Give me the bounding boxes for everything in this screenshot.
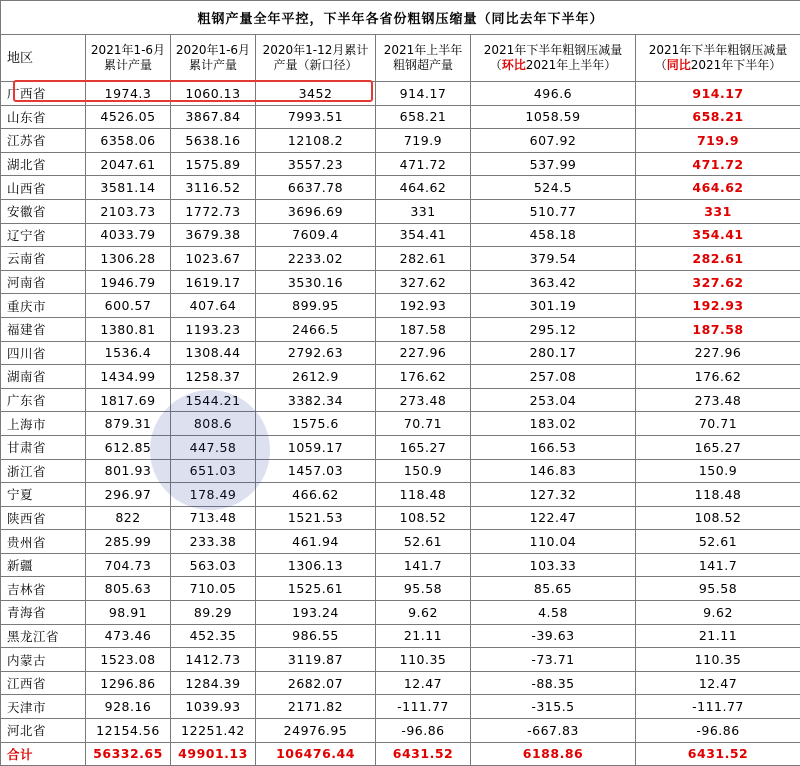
- h1-2021-cell: 1380.81: [86, 317, 171, 341]
- yoy-reduction-cell: 118.48: [636, 483, 800, 507]
- region-cell: 江苏省: [1, 129, 86, 153]
- yoy-reduction-cell: 95.58: [636, 577, 800, 601]
- h1-2020-cell: 452.35: [171, 624, 256, 648]
- table-row: [1, 129, 800, 153]
- h1-2021-cell: 612.85: [86, 435, 171, 459]
- table-row: [1, 317, 800, 341]
- year-2020-cell: 1457.03: [256, 459, 376, 483]
- year-2020-cell: 2792.63: [256, 341, 376, 365]
- region-cell: 贵州省: [1, 530, 86, 554]
- yoy-reduction-cell: 110.35: [636, 648, 800, 672]
- table-row: [1, 553, 800, 577]
- h1-2021-cell: 1306.28: [86, 247, 171, 271]
- table-row: [1, 82, 800, 106]
- yoy-reduction-cell: 192.93: [636, 294, 800, 318]
- qoq-reduction-cell: 496.6: [471, 82, 636, 106]
- header-row: [1, 35, 800, 82]
- year-2020-cell: 3452: [256, 82, 376, 106]
- qoq-reduction-cell: 524.5: [471, 176, 636, 200]
- yoy-reduction-cell: 354.41: [636, 223, 800, 247]
- table-row: [1, 105, 800, 129]
- overproduction-cell: 150.9: [376, 459, 471, 483]
- region-cell: 福建省: [1, 317, 86, 341]
- qoq-reduction-cell: -88.35: [471, 671, 636, 695]
- year-2020-cell: 1059.17: [256, 435, 376, 459]
- qoq-reduction-cell: -73.71: [471, 648, 636, 672]
- region-cell: 广西省: [1, 82, 86, 106]
- year-2020-cell: 1575.6: [256, 412, 376, 436]
- qoq-reduction-cell: -667.83: [471, 719, 636, 743]
- h1-2020-cell: 651.03: [171, 459, 256, 483]
- h1-2020-cell: 1258.37: [171, 365, 256, 389]
- total-yoy-reduction-cell: 6431.52: [636, 742, 800, 766]
- column-header-emphasis: 同比: [667, 58, 691, 72]
- table-row: [1, 577, 800, 601]
- h1-2021-cell: 4526.05: [86, 105, 171, 129]
- column-header-line1: 2021年上半年: [384, 43, 463, 57]
- table-row: [1, 671, 800, 695]
- year-2020-cell: 1306.13: [256, 553, 376, 577]
- table-row: [1, 530, 800, 554]
- h1-2020-cell: 1284.39: [171, 671, 256, 695]
- yoy-reduction-cell: -111.77: [636, 695, 800, 719]
- h1-2021-cell: 98.91: [86, 601, 171, 625]
- yoy-reduction-cell: 12.47: [636, 671, 800, 695]
- h1-2020-cell: 1412.73: [171, 648, 256, 672]
- region-cell: 安徽省: [1, 199, 86, 223]
- table-row: [1, 435, 800, 459]
- year-2020-cell: 2171.82: [256, 695, 376, 719]
- qoq-reduction-cell: -39.63: [471, 624, 636, 648]
- year-2020-cell: 7609.4: [256, 223, 376, 247]
- year-2020-cell: 2612.9: [256, 365, 376, 389]
- overproduction-cell: 282.61: [376, 247, 471, 271]
- h1-2021-cell: 704.73: [86, 553, 171, 577]
- h1-2021-cell: 1296.86: [86, 671, 171, 695]
- h1-2020-cell: 808.6: [171, 412, 256, 436]
- table-row: [1, 365, 800, 389]
- column-header-line2: 粗钢超产量: [393, 58, 453, 72]
- h1-2020-cell: 3116.52: [171, 176, 256, 200]
- overproduction-cell: 719.9: [376, 129, 471, 153]
- table-row: [1, 223, 800, 247]
- year-2020-cell: 3557.23: [256, 152, 376, 176]
- h1-2021-cell: 473.46: [86, 624, 171, 648]
- qoq-reduction-cell: 103.33: [471, 553, 636, 577]
- yoy-reduction-cell: 464.62: [636, 176, 800, 200]
- column-header-suffix: 2021年下半年）: [691, 58, 782, 72]
- yoy-reduction-cell: 150.9: [636, 459, 800, 483]
- year-2020-cell: 193.24: [256, 601, 376, 625]
- column-header: [471, 35, 636, 82]
- overproduction-cell: 658.21: [376, 105, 471, 129]
- yoy-reduction-cell: 9.62: [636, 601, 800, 625]
- overproduction-cell: 327.62: [376, 270, 471, 294]
- region-cell: 上海市: [1, 412, 86, 436]
- table-row: [1, 648, 800, 672]
- qoq-reduction-cell: 379.54: [471, 247, 636, 271]
- region-cell: 湖南省: [1, 365, 86, 389]
- region-cell: 天津市: [1, 695, 86, 719]
- region-cell: 湖北省: [1, 152, 86, 176]
- qoq-reduction-cell: 166.53: [471, 435, 636, 459]
- table-row: [1, 483, 800, 507]
- overproduction-cell: 110.35: [376, 648, 471, 672]
- year-2020-cell: 3382.34: [256, 388, 376, 412]
- table-row: [1, 624, 800, 648]
- year-2020-cell: 461.94: [256, 530, 376, 554]
- region-cell: 黑龙江省: [1, 624, 86, 648]
- region-cell: 广东省: [1, 388, 86, 412]
- h1-2021-cell: 1523.08: [86, 648, 171, 672]
- overproduction-cell: 52.61: [376, 530, 471, 554]
- yoy-reduction-cell: 70.71: [636, 412, 800, 436]
- table-row: [1, 270, 800, 294]
- year-2020-cell: 899.95: [256, 294, 376, 318]
- h1-2021-cell: 1974.3: [86, 82, 171, 106]
- year-2020-cell: 1525.61: [256, 577, 376, 601]
- h1-2021-cell: 1817.69: [86, 388, 171, 412]
- overproduction-cell: 176.62: [376, 365, 471, 389]
- qoq-reduction-cell: 122.47: [471, 506, 636, 530]
- region-cell: 吉林省: [1, 577, 86, 601]
- region-cell: 青海省: [1, 601, 86, 625]
- qoq-reduction-cell: 110.04: [471, 530, 636, 554]
- year-2020-cell: 6637.78: [256, 176, 376, 200]
- column-header-line1: 2020年1-6月: [176, 43, 250, 57]
- yoy-reduction-cell: 331: [636, 199, 800, 223]
- qoq-reduction-cell: 295.12: [471, 317, 636, 341]
- region-cell: 河南省: [1, 270, 86, 294]
- qoq-reduction-cell: 537.99: [471, 152, 636, 176]
- h1-2020-cell: 1039.93: [171, 695, 256, 719]
- year-2020-cell: 3530.16: [256, 270, 376, 294]
- h1-2021-cell: 928.16: [86, 695, 171, 719]
- qoq-reduction-cell: 301.19: [471, 294, 636, 318]
- overproduction-cell: 118.48: [376, 483, 471, 507]
- column-header-line2: 产量（新口径）: [273, 58, 357, 72]
- h1-2021-cell: 879.31: [86, 412, 171, 436]
- region-cell: 重庆市: [1, 294, 86, 318]
- column-header: [256, 35, 376, 82]
- table-row: [1, 341, 800, 365]
- column-header: [171, 35, 256, 82]
- column-header-line2: 累计产量: [189, 58, 237, 72]
- overproduction-cell: 165.27: [376, 435, 471, 459]
- region-cell: 宁夏: [1, 483, 86, 507]
- h1-2020-cell: 407.64: [171, 294, 256, 318]
- overproduction-cell: 9.62: [376, 601, 471, 625]
- h1-2021-cell: 805.63: [86, 577, 171, 601]
- region-cell: 云南省: [1, 247, 86, 271]
- overproduction-cell: -111.77: [376, 695, 471, 719]
- h1-2020-cell: 12251.42: [171, 719, 256, 743]
- table-row: [1, 695, 800, 719]
- year-2020-cell: 466.62: [256, 483, 376, 507]
- qoq-reduction-cell: 183.02: [471, 412, 636, 436]
- yoy-reduction-cell: 227.96: [636, 341, 800, 365]
- year-2020-cell: 12108.2: [256, 129, 376, 153]
- qoq-reduction-cell: 146.83: [471, 459, 636, 483]
- overproduction-cell: 70.71: [376, 412, 471, 436]
- h1-2020-cell: 1308.44: [171, 341, 256, 365]
- h1-2020-cell: 1575.89: [171, 152, 256, 176]
- h1-2021-cell: 1536.4: [86, 341, 171, 365]
- table-row: [1, 199, 800, 223]
- overproduction-cell: 21.11: [376, 624, 471, 648]
- region-cell: 山西省: [1, 176, 86, 200]
- table-row: [1, 152, 800, 176]
- year-2020-cell: 7993.51: [256, 105, 376, 129]
- qoq-reduction-cell: 363.42: [471, 270, 636, 294]
- total-h1-2021-cell: 56332.65: [86, 742, 171, 766]
- h1-2021-cell: 1434.99: [86, 365, 171, 389]
- overproduction-cell: 141.7: [376, 553, 471, 577]
- h1-2020-cell: 1193.23: [171, 317, 256, 341]
- table-row: [1, 247, 800, 271]
- h1-2020-cell: 563.03: [171, 553, 256, 577]
- qoq-reduction-cell: 1058.59: [471, 105, 636, 129]
- yoy-reduction-cell: 165.27: [636, 435, 800, 459]
- h1-2020-cell: 3679.38: [171, 223, 256, 247]
- column-header-line1: 2021年下半年粗钢压减量: [484, 43, 623, 57]
- region-cell: 四川省: [1, 341, 86, 365]
- total-h1-2020-cell: 49901.13: [171, 742, 256, 766]
- column-header-line2: 累计产量: [104, 58, 152, 72]
- overproduction-cell: 273.48: [376, 388, 471, 412]
- column-header: [376, 35, 471, 82]
- h1-2020-cell: 233.38: [171, 530, 256, 554]
- overproduction-cell: 354.41: [376, 223, 471, 247]
- qoq-reduction-cell: -315.5: [471, 695, 636, 719]
- h1-2020-cell: 447.58: [171, 435, 256, 459]
- qoq-reduction-cell: 127.32: [471, 483, 636, 507]
- h1-2020-cell: 713.48: [171, 506, 256, 530]
- overproduction-cell: 464.62: [376, 176, 471, 200]
- qoq-reduction-cell: 458.18: [471, 223, 636, 247]
- column-header-line1: 地区: [7, 51, 33, 66]
- overproduction-cell: 187.58: [376, 317, 471, 341]
- h1-2020-cell: 1060.13: [171, 82, 256, 106]
- yoy-reduction-cell: 282.61: [636, 247, 800, 271]
- table-row: [1, 388, 800, 412]
- qoq-reduction-cell: 257.08: [471, 365, 636, 389]
- yoy-reduction-cell: 187.58: [636, 317, 800, 341]
- column-header-line2: （: [655, 58, 667, 72]
- column-header-suffix: 2021年上半年）: [526, 58, 617, 72]
- qoq-reduction-cell: 4.58: [471, 601, 636, 625]
- year-2020-cell: 2466.5: [256, 317, 376, 341]
- h1-2020-cell: 1023.67: [171, 247, 256, 271]
- region-cell: 江西省: [1, 671, 86, 695]
- total-row: [1, 742, 800, 766]
- column-header: [636, 35, 800, 82]
- h1-2020-cell: 1619.17: [171, 270, 256, 294]
- table-row: [1, 294, 800, 318]
- h1-2020-cell: 5638.16: [171, 129, 256, 153]
- yoy-reduction-cell: 719.9: [636, 129, 800, 153]
- overproduction-cell: 331: [376, 199, 471, 223]
- overproduction-cell: 471.72: [376, 152, 471, 176]
- table-row: [1, 176, 800, 200]
- region-cell: 山东省: [1, 105, 86, 129]
- region-cell: 甘肃省: [1, 435, 86, 459]
- h1-2021-cell: 12154.56: [86, 719, 171, 743]
- h1-2020-cell: 1772.73: [171, 199, 256, 223]
- qoq-reduction-cell: 253.04: [471, 388, 636, 412]
- h1-2021-cell: 801.93: [86, 459, 171, 483]
- region-cell: 内蒙古: [1, 648, 86, 672]
- year-2020-cell: 3696.69: [256, 199, 376, 223]
- qoq-reduction-cell: 280.17: [471, 341, 636, 365]
- column-header-line1: 2021年下半年粗钢压减量: [649, 43, 788, 57]
- region-cell: 陕西省: [1, 506, 86, 530]
- yoy-reduction-cell: 327.62: [636, 270, 800, 294]
- overproduction-cell: 12.47: [376, 671, 471, 695]
- qoq-reduction-cell: 85.65: [471, 577, 636, 601]
- year-2020-cell: 3119.87: [256, 648, 376, 672]
- overproduction-cell: 914.17: [376, 82, 471, 106]
- column-header-line1: 2020年1-12月累计: [263, 43, 369, 57]
- year-2020-cell: 2682.07: [256, 671, 376, 695]
- yoy-reduction-cell: 658.21: [636, 105, 800, 129]
- h1-2020-cell: 3867.84: [171, 105, 256, 129]
- yoy-reduction-cell: 176.62: [636, 365, 800, 389]
- h1-2021-cell: 285.99: [86, 530, 171, 554]
- h1-2020-cell: 178.49: [171, 483, 256, 507]
- yoy-reduction-cell: 108.52: [636, 506, 800, 530]
- yoy-reduction-cell: 52.61: [636, 530, 800, 554]
- column-header: [86, 35, 171, 82]
- region-cell: 新疆: [1, 553, 86, 577]
- h1-2020-cell: 89.29: [171, 601, 256, 625]
- h1-2021-cell: 6358.06: [86, 129, 171, 153]
- table-row: [1, 506, 800, 530]
- column-header-line1: 2021年1-6月: [91, 43, 165, 57]
- table-row: [1, 459, 800, 483]
- year-2020-cell: 986.55: [256, 624, 376, 648]
- h1-2021-cell: 600.57: [86, 294, 171, 318]
- overproduction-cell: 192.93: [376, 294, 471, 318]
- overproduction-cell: 108.52: [376, 506, 471, 530]
- h1-2021-cell: 2103.73: [86, 199, 171, 223]
- h1-2021-cell: 822: [86, 506, 171, 530]
- total-overproduction-cell: 6431.52: [376, 742, 471, 766]
- table-row: [1, 412, 800, 436]
- year-2020-cell: 2233.02: [256, 247, 376, 271]
- overproduction-cell: -96.86: [376, 719, 471, 743]
- yoy-reduction-cell: -96.86: [636, 719, 800, 743]
- h1-2021-cell: 2047.61: [86, 152, 171, 176]
- qoq-reduction-cell: 510.77: [471, 199, 636, 223]
- total-qoq-reduction-cell: 6188.86: [471, 742, 636, 766]
- yoy-reduction-cell: 471.72: [636, 152, 800, 176]
- region-cell: 河北省: [1, 719, 86, 743]
- column-header: [1, 35, 86, 82]
- h1-2021-cell: 3581.14: [86, 176, 171, 200]
- h1-2021-cell: 4033.79: [86, 223, 171, 247]
- h1-2020-cell: 1544.21: [171, 388, 256, 412]
- overproduction-cell: 227.96: [376, 341, 471, 365]
- region-cell: 浙江省: [1, 459, 86, 483]
- yoy-reduction-cell: 914.17: [636, 82, 800, 106]
- region-cell: 辽宁省: [1, 223, 86, 247]
- h1-2021-cell: 296.97: [86, 483, 171, 507]
- table-row: [1, 601, 800, 625]
- year-2020-cell: 1521.53: [256, 506, 376, 530]
- yoy-reduction-cell: 141.7: [636, 553, 800, 577]
- year-2020-cell: 24976.95: [256, 719, 376, 743]
- total-year-2020-cell: 106476.44: [256, 742, 376, 766]
- h1-2021-cell: 1946.79: [86, 270, 171, 294]
- table-row: [1, 719, 800, 743]
- yoy-reduction-cell: 21.11: [636, 624, 800, 648]
- overproduction-cell: 95.58: [376, 577, 471, 601]
- yoy-reduction-cell: 273.48: [636, 388, 800, 412]
- column-header-emphasis: 环比: [502, 58, 526, 72]
- qoq-reduction-cell: 607.92: [471, 129, 636, 153]
- table-title: 粗钢产量全年平控，下半年各省份粗钢压缩量（同比去年下半年）: [1, 1, 800, 35]
- column-header-line2: （: [490, 58, 502, 72]
- total-region-cell: 合计: [1, 742, 86, 766]
- h1-2020-cell: 710.05: [171, 577, 256, 601]
